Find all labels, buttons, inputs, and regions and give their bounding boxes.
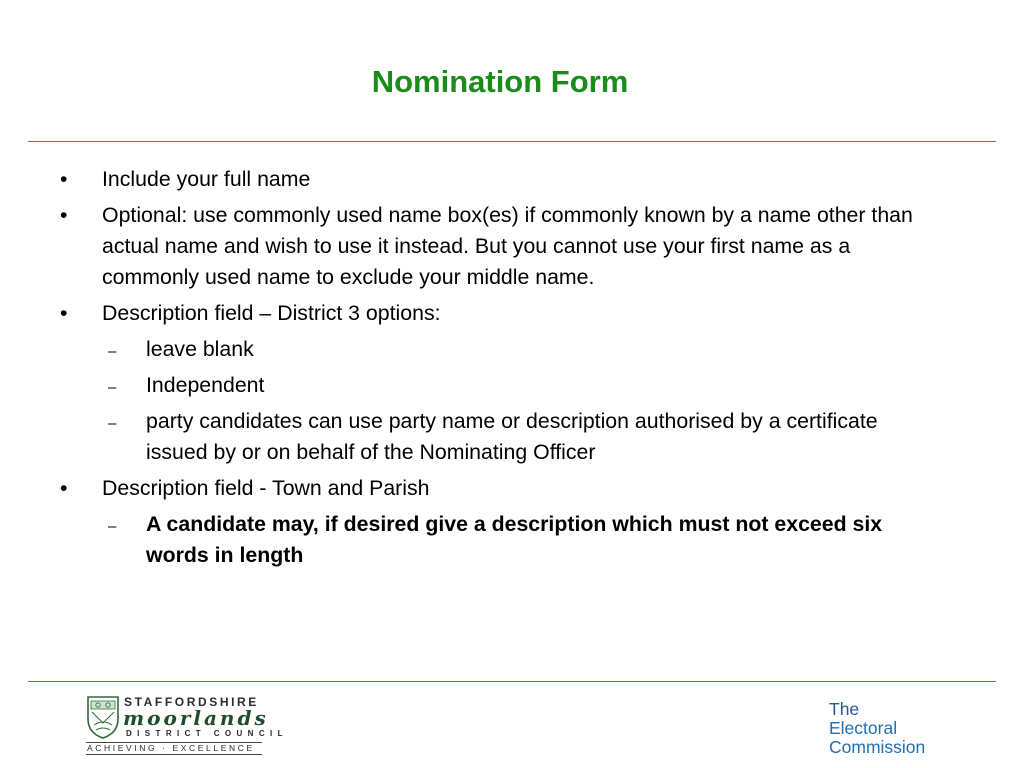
electoral-commission-logo [829,700,925,757]
sub-bullet-text-bold: A candidate may, if desired give a description which must not exceed six words in length [146,512,883,567]
dash-marker: – [108,343,117,360]
slide-title: Nomination Form [371,64,629,99]
logo-line-district-council: DISTRICT COUNCIL [126,729,288,738]
logo-tagline: ACHIEVING · EXCELLENCE [87,743,255,753]
dash-marker: – [108,518,117,535]
top-divider [28,141,996,142]
bullet-text: Description field – District 3 options: [102,301,441,325]
bullet-marker: • [60,167,68,191]
bullet-marker: • [60,301,68,325]
sub-bullet-item [60,509,940,571]
sub-bullet-text: leave blank [146,337,254,361]
dash-marker: – [108,379,117,396]
bullet-item [60,200,940,293]
bullet-marker: • [60,203,68,227]
sub-bullet-item [60,370,940,401]
logo-line-moorlands: moorlands [123,706,269,730]
logo-line-staffordshire: STAFFORDSHIRE [124,695,259,709]
sub-bullet-text: party candidates can use party name or description authorised by a certificate issued by or on behalf of the Nominating Officer [146,409,878,464]
sub-bullet-item [60,406,940,468]
council-crest-icon [86,695,120,739]
bullet-item [60,164,940,195]
bottom-divider [28,681,996,682]
commission-line-the: The [829,699,860,719]
commission-line-commission: Commission [829,737,926,757]
bullet-text: Optional: use commonly used name box(es) if commonly known by a name other than actual name and wish to use it instead. But you cannot use your first name as a commonly used name to exclude your middle name. [102,203,913,289]
staffordshire-moorlands-logo [86,695,288,755]
bullet-text: Description field - Town and Parish [102,476,430,500]
bullet-item [60,298,940,329]
bullet-marker: • [60,476,68,500]
bullet-text: Include your full name [102,167,311,191]
commission-line-electoral: Electoral [829,718,898,738]
bullet-item [60,473,940,504]
bullet-list [60,164,940,576]
logo-rule [86,754,262,755]
dash-marker: – [108,415,117,432]
sub-bullet-text: Independent [146,373,265,397]
sub-bullet-item [60,334,940,365]
